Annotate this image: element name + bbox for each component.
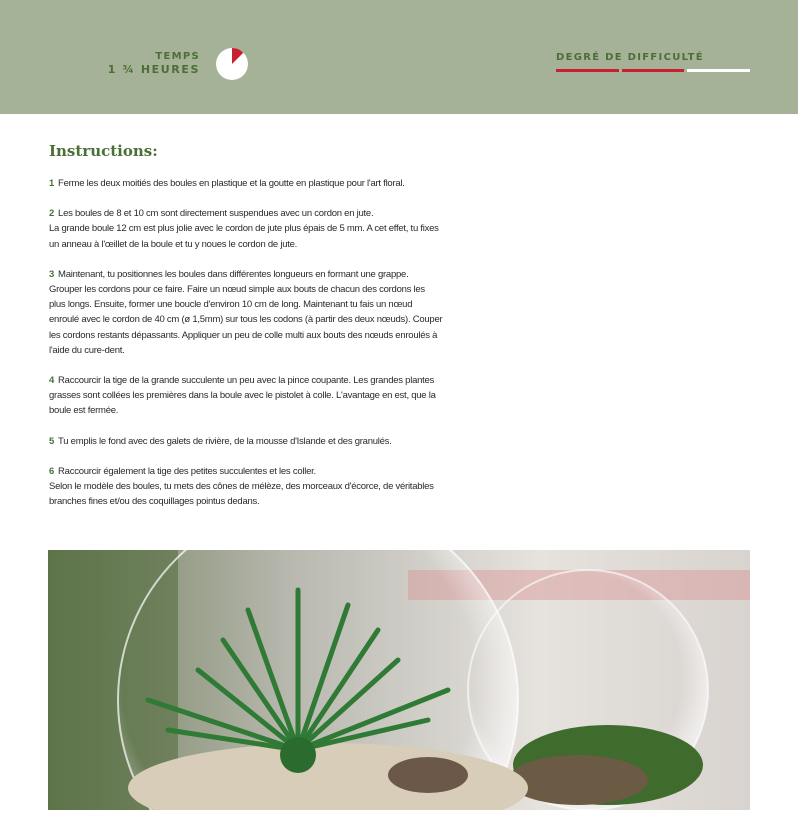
- instruction-step: [49, 267, 479, 358]
- difficulty-segment: [556, 69, 619, 72]
- step-line: [49, 282, 479, 297]
- step-text: Maintenant, tu positionnes les boules dans différentes longueurs en formant une grappe.: [58, 268, 409, 280]
- step-number: 2: [49, 208, 55, 220]
- step-line: [49, 373, 479, 388]
- step-line: [49, 479, 479, 494]
- step-text: Les boules de 8 et 10 cm sont directement suspendues avec un cordon en jute.: [58, 208, 374, 220]
- time-value: 1 ¾ HEURES: [107, 63, 200, 76]
- instruction-step: [49, 206, 479, 252]
- step-text: enroulé avec le cordon de 40 cm (ø 1,5mm) sur tous les codons (à partir des deux nœuds). Couper: [49, 314, 443, 326]
- step-line: [49, 434, 479, 449]
- step-text: Tu emplis le fond avec des galets de rivière, de la mousse d'Islande et des granulés.: [58, 435, 392, 447]
- step-line: [49, 267, 479, 282]
- step-line: [49, 403, 479, 418]
- step-line: [49, 176, 479, 191]
- step-number: 5: [49, 435, 55, 447]
- step-text: grasses sont collées les premières dans la boule avec le pistolet à colle. L'avantage en est, que la: [49, 390, 436, 402]
- step-line: [49, 237, 479, 252]
- step-text: Raccourcir la tige de la grande succulente un peu avec la pince coupante. Les grandes plantes: [58, 375, 435, 387]
- step-line: [49, 388, 479, 403]
- step-line: [49, 312, 479, 327]
- instructions-title: Instructions:: [49, 142, 158, 160]
- step-line: [49, 464, 479, 479]
- step-number: 6: [49, 465, 55, 477]
- step-text: l'aide du cure-dent.: [49, 344, 125, 356]
- terrarium-photo: [48, 550, 750, 810]
- step-text: Selon le modèle des boules, tu mets des cônes de mélèze, des morceaux d'écorce, de véritables: [49, 481, 434, 493]
- time-label: TEMPS: [155, 51, 200, 62]
- step-number: 4: [49, 375, 55, 387]
- step-text: branches fines et/ou des coquillages pointus dedans.: [49, 496, 260, 508]
- time-info: [100, 51, 200, 76]
- step-line: [49, 221, 479, 236]
- instruction-step: [49, 176, 479, 191]
- step-text: Grouper les cordons pour ce faire. Faire un nœud simple aux bouts de chacun des cordons les: [49, 284, 425, 296]
- step-number: 3: [49, 268, 55, 280]
- difficulty-segment: [687, 69, 750, 72]
- step-text: les cordons restants dépassants. Appliquer un peu de colle multi aux bouts des nœuds enroulés à: [49, 329, 438, 341]
- step-line: [49, 343, 479, 358]
- difficulty-meter: [556, 69, 750, 72]
- step-text: Ferme les deux moitiés des boules en plastique et la goutte en plastique pour l'art floral.: [58, 178, 405, 189]
- header-band: [0, 0, 798, 114]
- step-number: 1: [49, 178, 55, 189]
- step-line: [49, 206, 479, 221]
- step-line: [49, 494, 479, 509]
- instruction-step: [49, 434, 479, 449]
- instructions-list: [49, 176, 479, 524]
- instruction-step: [49, 464, 479, 510]
- difficulty-label: DEGRÉ DE DIFFICULTÉ: [556, 52, 704, 63]
- step-line: [49, 328, 479, 343]
- difficulty-segment: [622, 69, 685, 72]
- clock-icon: [215, 47, 249, 81]
- step-line: [49, 297, 479, 312]
- step-text: La grande boule 12 cm est plus jolie avec le cordon de jute plus épais de 5 mm. A cet effet, tu fixes: [49, 223, 439, 235]
- step-text: Raccourcir également la tige des petites succulentes et les coller.: [58, 465, 316, 477]
- step-text: un anneau à l'œillet de la boule et tu y noues le cordon de jute.: [49, 238, 298, 250]
- step-text: plus longs. Ensuite, former une boucle d'environ 10 cm de long. Maintenant tu fais un nœud: [49, 299, 413, 311]
- instruction-step: [49, 373, 479, 419]
- step-text: boule est fermée.: [49, 405, 119, 417]
